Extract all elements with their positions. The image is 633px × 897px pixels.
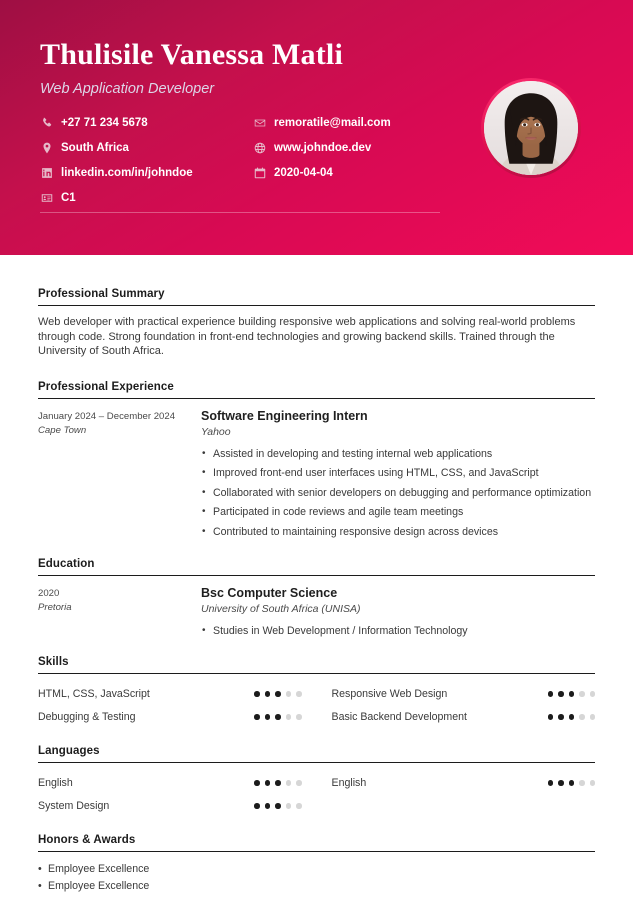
resume-header xyxy=(0,0,633,255)
rating-dot-empty xyxy=(296,691,302,697)
language-row xyxy=(38,772,302,795)
resume-body xyxy=(0,255,633,895)
contact-phone[interactable] xyxy=(40,116,253,130)
contact-grid xyxy=(40,116,460,205)
section-title: Honors & Awards xyxy=(38,834,595,852)
rating-dot-filled xyxy=(548,691,554,697)
section-summary xyxy=(38,288,595,359)
email-icon xyxy=(253,117,266,130)
avatar-photo xyxy=(484,81,578,175)
list-item: • Employee Excellence xyxy=(38,861,595,878)
skills-grid xyxy=(38,683,595,729)
rating-dot-empty xyxy=(286,780,292,786)
language-rating xyxy=(548,780,596,786)
contact-email[interactable] xyxy=(253,116,460,130)
entry-location: Pretoria xyxy=(38,602,72,613)
section-title: Education xyxy=(38,558,595,576)
section-title: Professional Experience xyxy=(38,381,595,399)
rating-dot-filled xyxy=(265,780,271,786)
globe-icon xyxy=(253,142,266,155)
bullet-item: • Participated in code reviews and agile team meetings xyxy=(201,505,595,520)
rating-dot-empty xyxy=(579,780,585,786)
contact-date[interactable] xyxy=(253,166,460,180)
rating-dot-filled xyxy=(275,691,281,697)
language-row xyxy=(38,795,302,818)
skill-rating xyxy=(254,714,302,720)
contact-location[interactable] xyxy=(40,141,253,155)
skill-row xyxy=(38,706,302,729)
summary-text: Web developer with practical experience building responsive web applications and solving real-world problems through code. Strong foundation in front-end technologies and growing backend skills. Trained through the University of South Africa. xyxy=(38,316,576,357)
entry-dates: 2020 xyxy=(38,588,60,599)
skill-rating xyxy=(254,691,302,697)
entry-dates: January 2024 – December 2024 xyxy=(38,410,176,422)
section-honors xyxy=(38,834,595,895)
location-icon xyxy=(40,142,53,155)
languages-grid xyxy=(38,772,595,818)
contact-value: South Africa xyxy=(61,142,129,154)
rating-dot-empty xyxy=(286,803,292,809)
skill-label: HTML, CSS, JavaScript xyxy=(38,688,150,700)
language-row-empty xyxy=(332,795,596,818)
entry-bullets xyxy=(201,624,595,639)
rating-dot-empty xyxy=(296,780,302,786)
list-item: • Employee Excellence xyxy=(38,878,595,895)
rating-dot-empty xyxy=(590,780,596,786)
contact-value: www.johndoe.dev xyxy=(274,142,372,154)
language-label: English xyxy=(331,777,367,789)
phone-icon xyxy=(40,117,53,130)
section-title: Professional Summary xyxy=(38,288,595,306)
bullet-item: • Assisted in developing and testing internal web applications xyxy=(201,447,595,462)
bullet-item: • Contributed to maintaining responsive design across devices xyxy=(201,525,595,540)
entry-main xyxy=(201,585,595,644)
rating-dot-filled xyxy=(558,780,564,786)
rating-dot-empty xyxy=(579,691,585,697)
header-divider xyxy=(40,212,440,213)
skill-label: Basic Backend Development xyxy=(331,711,467,723)
rating-dot-empty xyxy=(590,714,596,720)
contact-value: 2020-04-04 xyxy=(274,167,333,179)
rating-dot-filled xyxy=(558,691,564,697)
entry-degree: Bsc Computer Science xyxy=(201,586,338,600)
contact-idcard[interactable] xyxy=(40,191,253,205)
bullet-item: • Studies in Web Development / Information Technology xyxy=(201,624,595,639)
linkedin-icon xyxy=(40,167,53,180)
rating-dot-empty xyxy=(286,714,292,720)
rating-dot-filled xyxy=(265,691,271,697)
rating-dot-filled xyxy=(265,714,271,720)
id-card-icon xyxy=(40,192,53,205)
skill-label: Debugging & Testing xyxy=(38,711,136,723)
rating-dot-filled xyxy=(275,780,281,786)
rating-dot-filled xyxy=(548,714,554,720)
rating-dot-empty xyxy=(296,714,302,720)
education-entry xyxy=(38,585,595,644)
section-title: Skills xyxy=(38,656,595,674)
section-skills xyxy=(38,656,595,729)
rating-dot-filled xyxy=(275,714,281,720)
experience-entry xyxy=(38,408,595,545)
rating-dot-filled xyxy=(254,714,260,720)
rating-dot-empty xyxy=(296,803,302,809)
entry-organization: Yahoo xyxy=(201,425,231,438)
skill-row xyxy=(332,683,596,706)
rating-dot-empty xyxy=(286,691,292,697)
section-experience xyxy=(38,381,595,545)
section-title: Languages xyxy=(38,745,595,763)
language-label: English xyxy=(38,777,73,789)
rating-dot-filled xyxy=(254,780,260,786)
skill-rating xyxy=(548,714,596,720)
rating-dot-filled xyxy=(548,780,554,786)
section-education xyxy=(38,558,595,644)
rating-dot-filled xyxy=(254,691,260,697)
entry-role: Software Engineering Intern xyxy=(201,408,368,423)
rating-dot-filled xyxy=(569,691,575,697)
rating-dot-filled xyxy=(569,780,575,786)
bullet-item: • Improved front-end user interfaces using HTML, CSS, and JavaScript xyxy=(201,466,595,481)
contact-value: linkedin.com/in/johndoe xyxy=(61,167,193,179)
rating-dot-empty xyxy=(590,691,596,697)
rating-dot-filled xyxy=(275,803,281,809)
avatar xyxy=(481,78,581,178)
calendar-icon xyxy=(253,167,266,180)
entry-meta xyxy=(38,585,201,644)
rating-dot-filled xyxy=(558,714,564,720)
contact-value: +27 71 234 5678 xyxy=(61,117,148,129)
contact-value: C1 xyxy=(61,192,76,204)
language-rating xyxy=(254,803,302,809)
header-content xyxy=(40,38,460,205)
language-row xyxy=(332,772,596,795)
job-title: Web Application Developer xyxy=(40,81,215,97)
rating-dot-filled xyxy=(254,803,260,809)
rating-dot-empty xyxy=(579,714,585,720)
entry-location: Cape Town xyxy=(38,424,87,436)
skill-rating xyxy=(548,691,596,697)
skill-row xyxy=(38,683,302,706)
contact-linkedin[interactable] xyxy=(40,166,253,180)
page-title: Thulisile Vanessa Matli xyxy=(40,38,344,71)
honors-list xyxy=(38,861,595,895)
contact-value: remoratile@mail.com xyxy=(274,117,391,129)
entry-main xyxy=(201,408,595,545)
entry-institution: University of South Africa (UNISA) xyxy=(201,603,361,615)
rating-dot-filled xyxy=(569,714,575,720)
entry-bullets xyxy=(201,447,595,540)
entry-meta xyxy=(38,408,201,545)
rating-dot-filled xyxy=(265,803,271,809)
skill-row xyxy=(332,706,596,729)
bullet-item: • Collaborated with senior developers on debugging and performance optimization xyxy=(201,486,595,501)
skill-label: Responsive Web Design xyxy=(331,688,448,700)
language-label: System Design xyxy=(38,800,110,812)
section-languages xyxy=(38,745,595,818)
language-rating xyxy=(254,780,302,786)
contact-website[interactable] xyxy=(253,141,460,155)
